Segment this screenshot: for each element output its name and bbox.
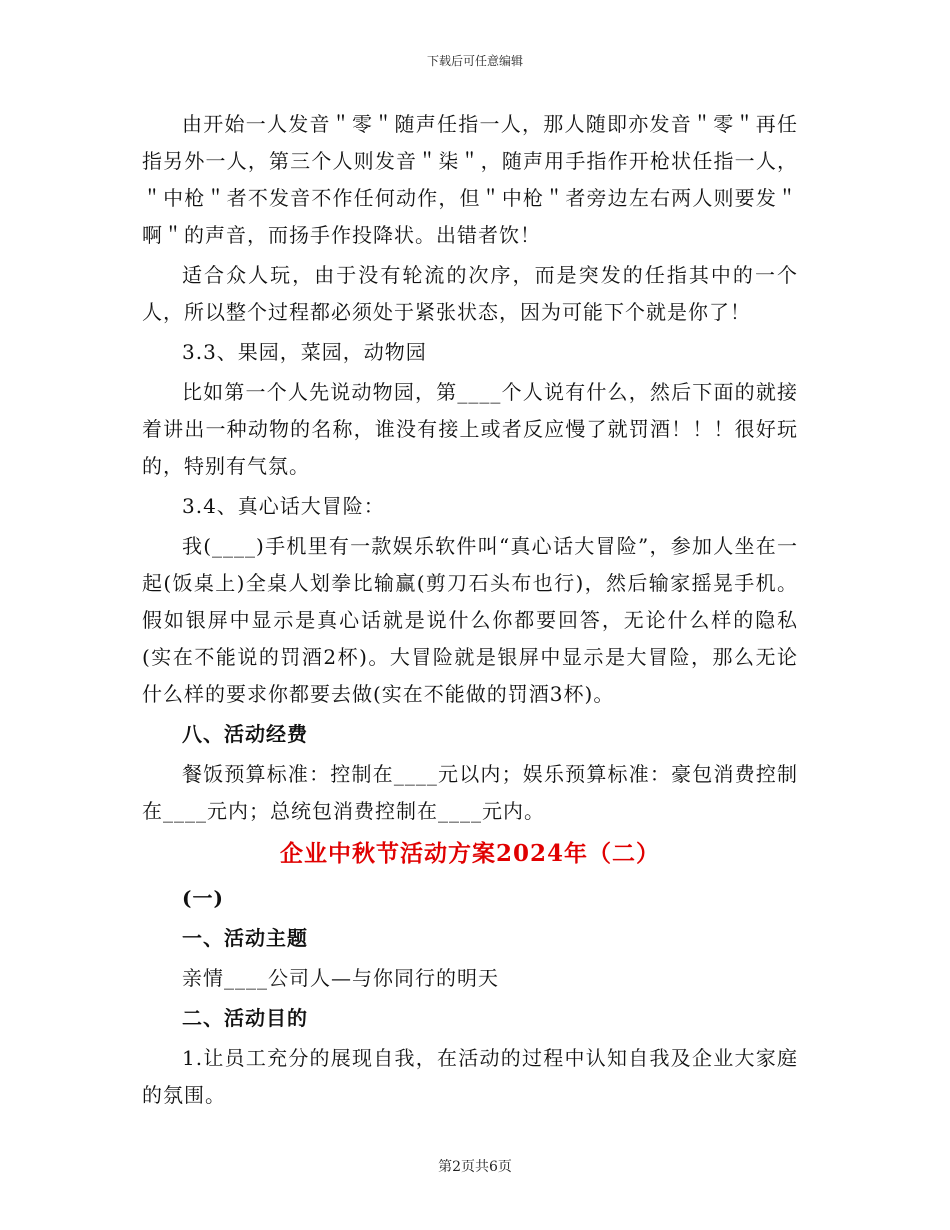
page-footer: 第2页共6页 xyxy=(438,1159,512,1175)
paragraph-game-note: 适合众人玩，由于没有轮流的次序，而是突发的任指其中的一个人，所以整个过程都必须处于紧张状态，因为可能下个就是你了！ xyxy=(142,263,798,324)
paragraph-truth-dare: 我(____)手机里有一款娱乐软件叫“真心话大冒险”，参加人坐在一起(饭桌上)全桌人划拳比输赢(剪刀石头布也行)，然后输家摇晃手机。假如银屏中显示是真心话就是说什么你都要回答，无论什么样的隐私(实在不能说的罚酒2杯)。大冒险就是银屏中显示是大冒险，那么无论什么样的要求你都要去做(实在不能做的罚酒3杯)。 xyxy=(142,534,798,706)
paragraph-purpose-1: 1.让员工充分的展现自我，在活动的过程中认知自我及企业大家庭的氛围。 xyxy=(142,1046,798,1107)
page-header: 下载后可任意编辑 xyxy=(426,54,523,68)
paragraph-game-rules: 由开始一人发音＂零＂随声任指一人，那人随即亦发音＂零＂再任指另外一人，第三个人则发音＂柒＂，随声用手指作开枪状任指一人，＂中枪＂者不发音不作任何动作，但＂中枪＂者旁边左右两人则要发＂啊＂的声音，而扬手作投降状。出错者饮！ xyxy=(142,112,798,247)
heading-section-1: 一、活动主题 xyxy=(182,926,308,950)
subheading-part-1: (一) xyxy=(182,886,224,910)
heading-section-8: 八、活动经费 xyxy=(182,722,308,746)
paragraph-garden-game: 比如第一个人先说动物园，第____个人说有什么，然后下面的就接着讲出一种动物的名称，谁没有接上或者反应慢了就罚酒！！！很好玩的，特别有气氛。 xyxy=(142,380,798,478)
document-body xyxy=(142,106,798,1114)
heading-section-2: 二、活动目的 xyxy=(182,1006,308,1030)
heading-3-4: 3.4、真心话大冒险： xyxy=(182,494,385,518)
paragraph-budget: 餐饭预算标准：控制在____元以内；娱乐预算标准：豪包消费控制在____元内；总统包消费控制在____元内。 xyxy=(142,762,798,823)
document-title: 企业中秋节活动方案2024年（二） xyxy=(279,840,660,867)
activity-theme: 亲情____公司人—与你同行的明天 xyxy=(182,966,499,990)
heading-3-3: 3.3、果园，菜园，动物园 xyxy=(182,340,427,364)
